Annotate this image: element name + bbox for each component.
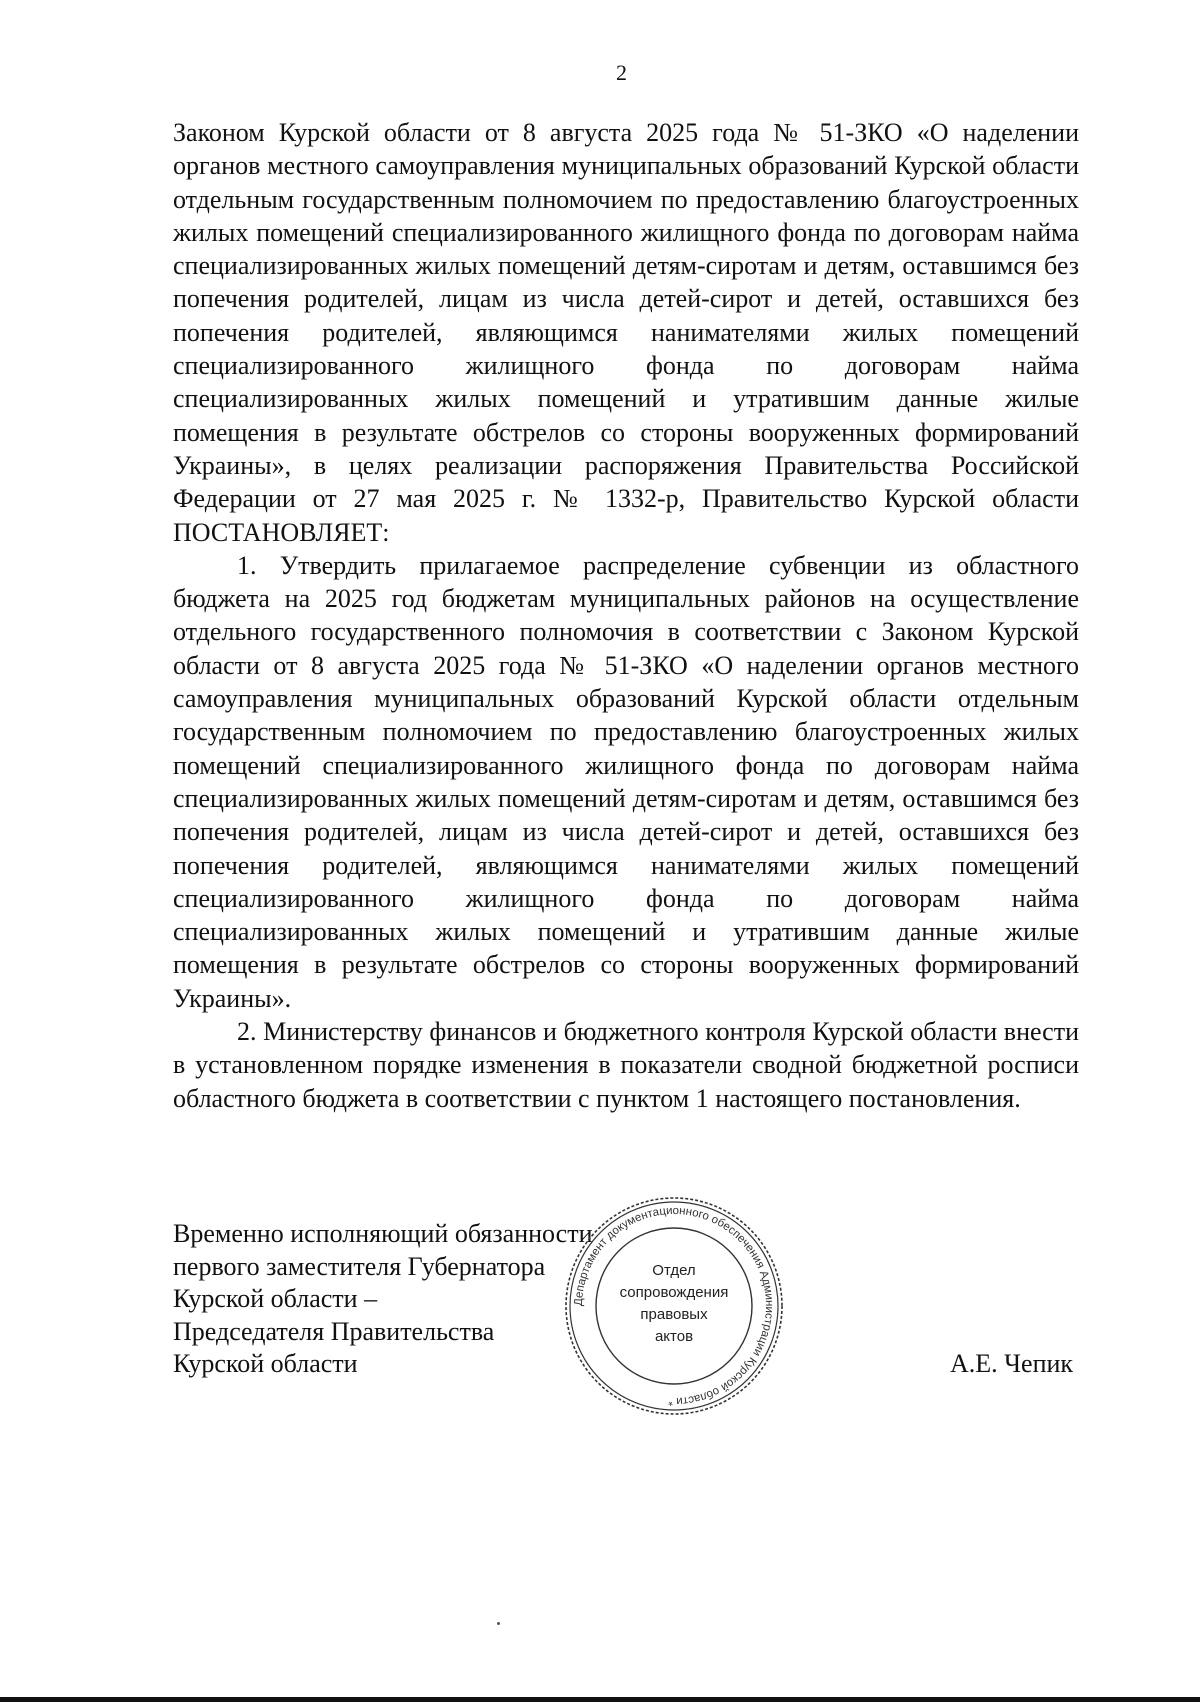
stamp-center-text — [603, 1260, 745, 1348]
document-body — [173, 116, 1079, 1115]
page-bottom-edge — [0, 1697, 1200, 1702]
official-stamp — [563, 1195, 785, 1417]
signer-title-line: Председателя Правительства — [173, 1316, 495, 1346]
scan-artifact-dot — [497, 1622, 500, 1625]
signer-title-line: первого заместителя Губернатора — [173, 1251, 546, 1281]
paragraph-item-1: 1. Утвердить прилагаемое распределение субвенции из областного бюджета на 2025 год бюджетам муниципальных районов на осуществление отдельного государственного полномочия в соответствии с Законом Курской области от 8 августа 2025 года № 51-ЗКО «О наделении органов местного самоуправления муниципальных образований Курской области отдельным государственным полномочием по предоставлению благоустроенных жилых помещений специализированного жилищного фонда по договорам найма специализированных жилых помещений детям-сиротам и детям, оставшимся без попечения родителей, лицам из числа детей-сирот и детей, оставшихся без попечения родителей, являющимся нанимателями жилых помещений специализированного жилищного фонда по договорам найма специализированных жилых помещений и утратившим данные жилые помещения в результате обстрелов со стороны вооруженных формирований Украины». — [173, 550, 1079, 1013]
signer-title-line: Курской области — [173, 1349, 358, 1378]
stamp-line: сопровождения — [619, 1284, 729, 1301]
paragraph-item-2: 2. Министерству финансов и бюджетного контроля Курской области внести в установленном порядке изменения в показатели сводной бюджетной росписи областного бюджета в соответствии с пунктом 1 настоящего постановления. — [173, 1017, 1079, 1113]
page-number: 2 — [616, 60, 627, 85]
stamp-ring-text: Департамент документационного обеспечения Администрации Курской области * — [572, 1204, 776, 1408]
signer-name: А.Е. Чепик — [950, 1349, 1074, 1378]
stamp-line: правовых — [640, 1306, 708, 1323]
stamp-line: Отдел — [652, 1262, 696, 1279]
paragraph-intro: Законом Курской области от 8 августа 2025 года № 51-ЗКО «О наделении органов местного самоуправления муниципальных образований Курской области отдельным государственным полномочием по предоставлению благоустроенных жилых помещений специализированного жилищного фонда по договорам найма специализированных жилых помещений детям-сиротам и детям, оставшимся без попечения родителей, лицам из числа детей-сирот и детей, оставшихся без попечения родителей, являющимся нанимателями жилых помещений специализированного жилищного фонда по договорам найма специализированных жилых помещений и утратившим данные жилые помещения в результате обстрелов со стороны вооруженных формирований Украины», в целях реализации распоряжения Правительства Российской Федерации от 27 мая 2025 г. № 1332-р, Правительство Курской области ПОСТАНОВЛЯЕТ: — [173, 118, 1079, 547]
stamp-line: актов — [654, 1328, 694, 1345]
signature-block — [173, 1218, 593, 1381]
signer-title-line: Временно исполняющий обязанности — [173, 1219, 593, 1248]
signer-title-line: Курской области – — [173, 1284, 378, 1313]
